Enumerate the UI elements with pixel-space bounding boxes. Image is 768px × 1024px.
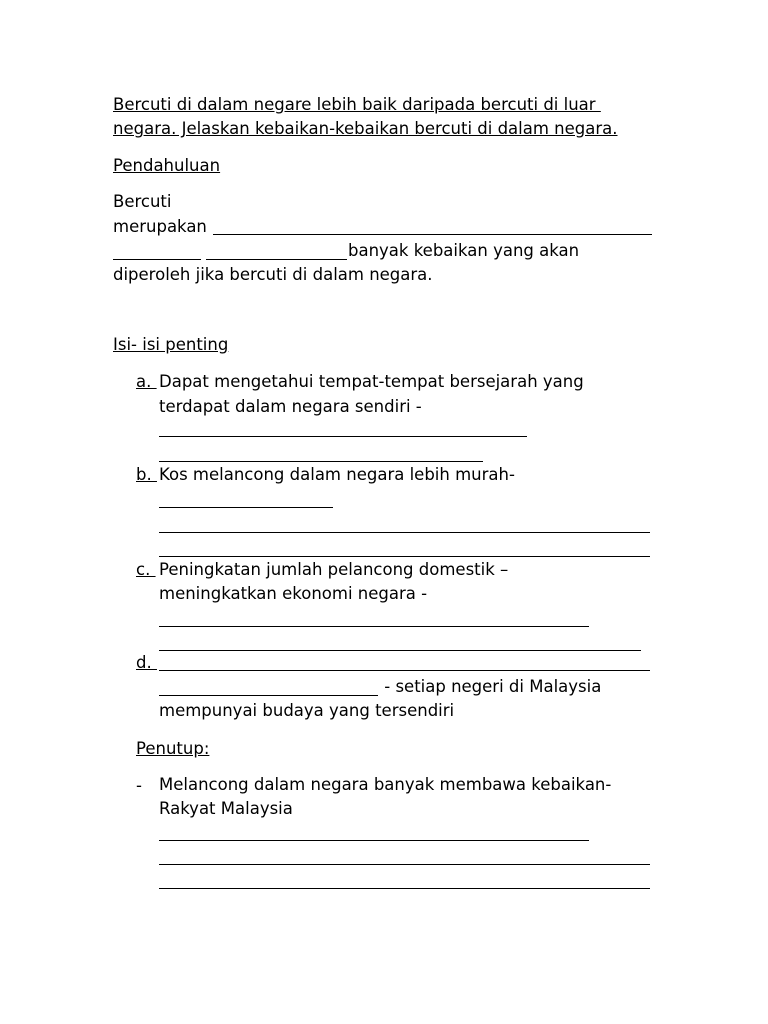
intro-line-1: Bercuti <box>113 192 172 211</box>
point-c-line-2: meningkatkan ekonomi negara - <box>159 584 428 603</box>
point-d-marker: d. <box>136 653 157 672</box>
closing-bullet: - <box>136 776 142 795</box>
intro-line-3: banyak kebaikan yang akan <box>348 241 580 260</box>
point-c-marker: c. <box>136 560 156 579</box>
question-line-2: negara. Jelaskan kebaikan-kebaikan bercuti di dalam negara. <box>113 119 618 138</box>
point-d-line-2: - setiap negeri di Malaysia <box>379 677 602 696</box>
closing-blank-1 <box>159 840 589 841</box>
point-b-line-1: Kos melancong dalam negara lebih murah- <box>159 465 515 484</box>
intro-blank-3 <box>206 259 347 260</box>
point-d-blank-1 <box>159 670 650 671</box>
point-c-blank-1 <box>159 626 589 627</box>
closing-heading: Penutup: <box>136 739 210 758</box>
point-c-line-1: Peningkatan jumlah pelancong domestik – <box>159 560 509 579</box>
point-b-blank-3 <box>159 556 650 557</box>
points-heading: Isi- isi penting <box>113 335 229 354</box>
point-a-blank-2 <box>159 461 483 462</box>
closing-line-2: Rakyat Malaysia <box>159 799 293 818</box>
question-line-1: Bercuti di dalam negare lebih baik daripada bercuti di luar <box>113 95 601 114</box>
point-d-line-3: mempunyai budaya yang tersendiri <box>159 701 455 720</box>
point-b-blank-1 <box>159 507 333 508</box>
intro-line-4: diperoleh jika bercuti di dalam negara. <box>113 265 433 284</box>
closing-line-1: Melancong dalam negara banyak membawa kebaikan- <box>159 775 612 794</box>
point-a-marker: a. <box>136 372 157 391</box>
point-b-marker: b. <box>136 465 157 484</box>
intro-blank-2 <box>113 259 201 260</box>
intro-heading: Pendahuluan <box>113 156 221 175</box>
point-a-line-2: terdapat dalam negara sendiri - <box>159 397 422 416</box>
intro-blank-1 <box>213 234 652 235</box>
point-a-blank-1 <box>159 436 527 437</box>
point-d-blank-2 <box>159 695 378 696</box>
closing-blank-3 <box>159 888 650 889</box>
point-c-blank-2 <box>159 650 641 651</box>
closing-blank-2 <box>159 864 650 865</box>
point-a-line-1: Dapat mengetahui tempat-tempat bersejarah yang <box>159 372 584 391</box>
intro-line-2: merupakan <box>113 217 207 236</box>
point-b-blank-2 <box>159 532 650 533</box>
